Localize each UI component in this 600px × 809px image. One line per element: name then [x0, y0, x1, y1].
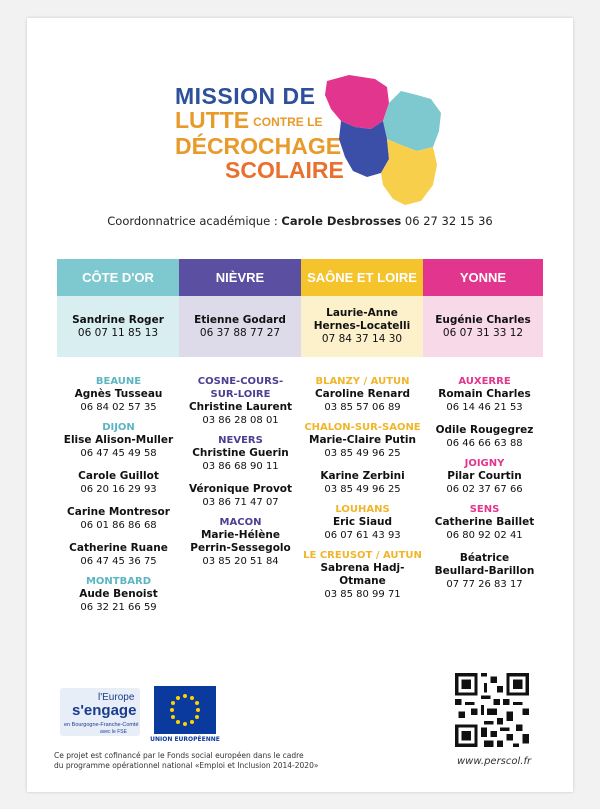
column-cote-dor — [57, 368, 180, 614]
eu-label: UNION EUROPÉENNE — [150, 736, 220, 743]
contact-phone: 06 47 45 49 58 — [80, 448, 157, 459]
lead-phone: 06 07 11 85 13 — [77, 326, 159, 339]
lead-name: Laurie-Anne — [326, 307, 398, 319]
lead-phone: 06 37 88 77 27 — [199, 326, 281, 339]
city-blanzy: BLANZY / AUTUN — [315, 376, 410, 387]
contact-phone: 07 77 26 83 17 — [446, 579, 523, 590]
column-nievre — [179, 368, 302, 568]
contact-name-2: Beullard-Barillon — [434, 565, 535, 577]
coordinator-line — [27, 214, 573, 228]
note-line-1: Ce projet est cofinancé par le Fonds social européen dans le cadre — [54, 751, 304, 760]
contact-phone: 03 85 80 99 71 — [324, 589, 401, 600]
flyer-page — [27, 18, 573, 792]
coordinator-name: Carole Desbrosses — [281, 214, 402, 228]
contact-name: Catherine Ruane — [69, 542, 168, 554]
contact-name: Elise Alison-Muller — [63, 434, 174, 446]
eu-flag — [154, 686, 216, 734]
contact-phone: 03 85 20 51 84 — [202, 556, 279, 567]
contact-name: Eric Siaud — [332, 516, 393, 528]
title-line-2b: CONTRE LE — [253, 114, 323, 129]
contact-name-2: Perrin-Sessegolo — [190, 542, 291, 554]
lead-name: Sandrine Roger — [72, 313, 164, 326]
contact-name: Pilar Courtin — [447, 470, 522, 482]
title-line-1: MISSION DE — [175, 83, 316, 109]
contact-phone: 06 32 21 66 59 — [80, 602, 157, 613]
contact-phone: 06 14 46 21 53 — [446, 402, 523, 413]
city-macon: MACON — [219, 517, 262, 528]
column-header-yonne: YONNE — [423, 259, 543, 296]
column-header-nievre: NIÈVRE — [179, 259, 301, 296]
website-url[interactable]: www.perscol.fr — [457, 756, 532, 767]
contact-phone: 03 86 68 90 11 — [202, 461, 279, 472]
lead-cote-dor — [57, 296, 179, 357]
qr-code — [452, 670, 532, 750]
column-header-cote-dor: CÔTE D'OR — [57, 259, 179, 296]
contact-phone: 03 86 71 47 07 — [202, 497, 279, 508]
city-montbard: MONTBARD — [85, 576, 151, 587]
contact-phone: 03 85 49 96 25 — [324, 484, 401, 495]
contact-name: Marie-Hélène — [200, 529, 281, 541]
contact-phone: 06 47 45 36 75 — [80, 556, 157, 567]
contact-name: Béatrice — [459, 552, 510, 564]
contact-name: Sabrena Hadj-Otmane — [320, 562, 405, 587]
contact-phone: 06 02 37 67 66 — [446, 484, 523, 495]
city-dijon: DIJON — [102, 422, 135, 433]
lead-name: Eugénie Charles — [435, 313, 531, 326]
contact-name: Caroline Renard — [314, 388, 411, 400]
contact-phone: 03 85 57 06 89 — [324, 402, 401, 413]
map-region-nievre — [339, 121, 389, 177]
contact-name: Karine Zerbini — [320, 470, 405, 482]
europe-text-1: l'Europe — [98, 692, 135, 703]
contact-name: Carole Guillot — [78, 470, 159, 482]
contact-phone: 06 46 66 63 88 — [446, 438, 523, 449]
title-line-3: DÉCROCHAGE — [175, 132, 342, 159]
coordinator-phone: 06 27 32 15 36 — [401, 214, 493, 228]
contact-name: Véronique Provot — [188, 483, 293, 495]
contact-name: Aude Benoist — [79, 588, 158, 600]
burgundy-map — [317, 73, 457, 215]
city-louhans: LOUHANS — [335, 504, 390, 515]
lead-yonne — [423, 296, 543, 357]
contact-phone: 06 20 16 29 93 — [80, 484, 157, 495]
contact-name: Marie-Claire Putin — [309, 434, 416, 446]
coordinator-label: Coordonnatrice académique : — [107, 214, 282, 228]
map-region-saone — [381, 139, 437, 205]
city-cosne-1: COSNE-COURS- — [197, 376, 284, 387]
city-auxerre: AUXERRE — [458, 376, 511, 387]
city-chalon: CHALON-SUR-SAONE — [304, 422, 421, 433]
lead-nievre — [179, 296, 301, 357]
lead-name: Etienne Godard — [194, 313, 286, 326]
cofinancing-note — [54, 751, 354, 771]
city-nevers: NEVERS — [218, 435, 263, 446]
city-sens: SENS — [469, 504, 500, 515]
note-line-2: du programme opérationnel national «Emploi et Inclusion 2014-2020» — [54, 761, 319, 770]
city-cosne-2: SUR-LOIRE — [210, 389, 271, 400]
column-saone-et-loire — [301, 368, 424, 601]
contact-name: Romain Charles — [438, 388, 531, 400]
lead-saone-et-loire — [301, 296, 423, 357]
city-le-creusot: LE CREUSOT / AUTUN — [303, 550, 422, 561]
contact-name: Christine Guerin — [192, 447, 289, 459]
lead-phone: 07 84 37 14 30 — [321, 333, 403, 345]
city-joigny: JOIGNY — [464, 458, 505, 469]
contact-phone: 03 85 49 96 25 — [324, 448, 401, 459]
contact-phone: 06 80 92 02 41 — [446, 530, 523, 541]
eu-stars-icon — [154, 686, 216, 734]
title-line-2a: LUTTE — [175, 107, 250, 133]
contact-phone: 03 86 28 08 01 — [202, 415, 279, 426]
contact-name: Odile Rougegrez — [435, 424, 534, 436]
contact-phone: 06 07 61 43 93 — [324, 530, 401, 541]
lead-name-2: Hernes-Locatelli — [313, 320, 411, 332]
europe-text-2: s'engage — [72, 702, 137, 719]
column-header-saone-et-loire: SAÔNE ET LOIRE — [301, 259, 423, 296]
europe-text-3: en Bourgogne-Franche-Comté — [64, 722, 139, 728]
title-line-4: SCOLAIRE — [225, 156, 344, 183]
contact-phone: 06 84 02 57 35 — [80, 402, 157, 413]
map-region-yonne — [325, 75, 389, 129]
contact-name: Carine Montresor — [67, 506, 170, 518]
column-yonne — [423, 368, 546, 591]
lead-phone: 06 07 31 33 12 — [442, 326, 524, 339]
contact-name: Agnès Tusseau — [74, 388, 163, 400]
europe-text-4: avec le FSE — [100, 729, 127, 735]
contact-name: Christine Laurent — [188, 401, 293, 413]
contact-name: Catherine Baillet — [434, 516, 535, 528]
city-beaune: BEAUNE — [95, 376, 142, 387]
contact-phone: 06 01 86 86 68 — [80, 520, 157, 531]
